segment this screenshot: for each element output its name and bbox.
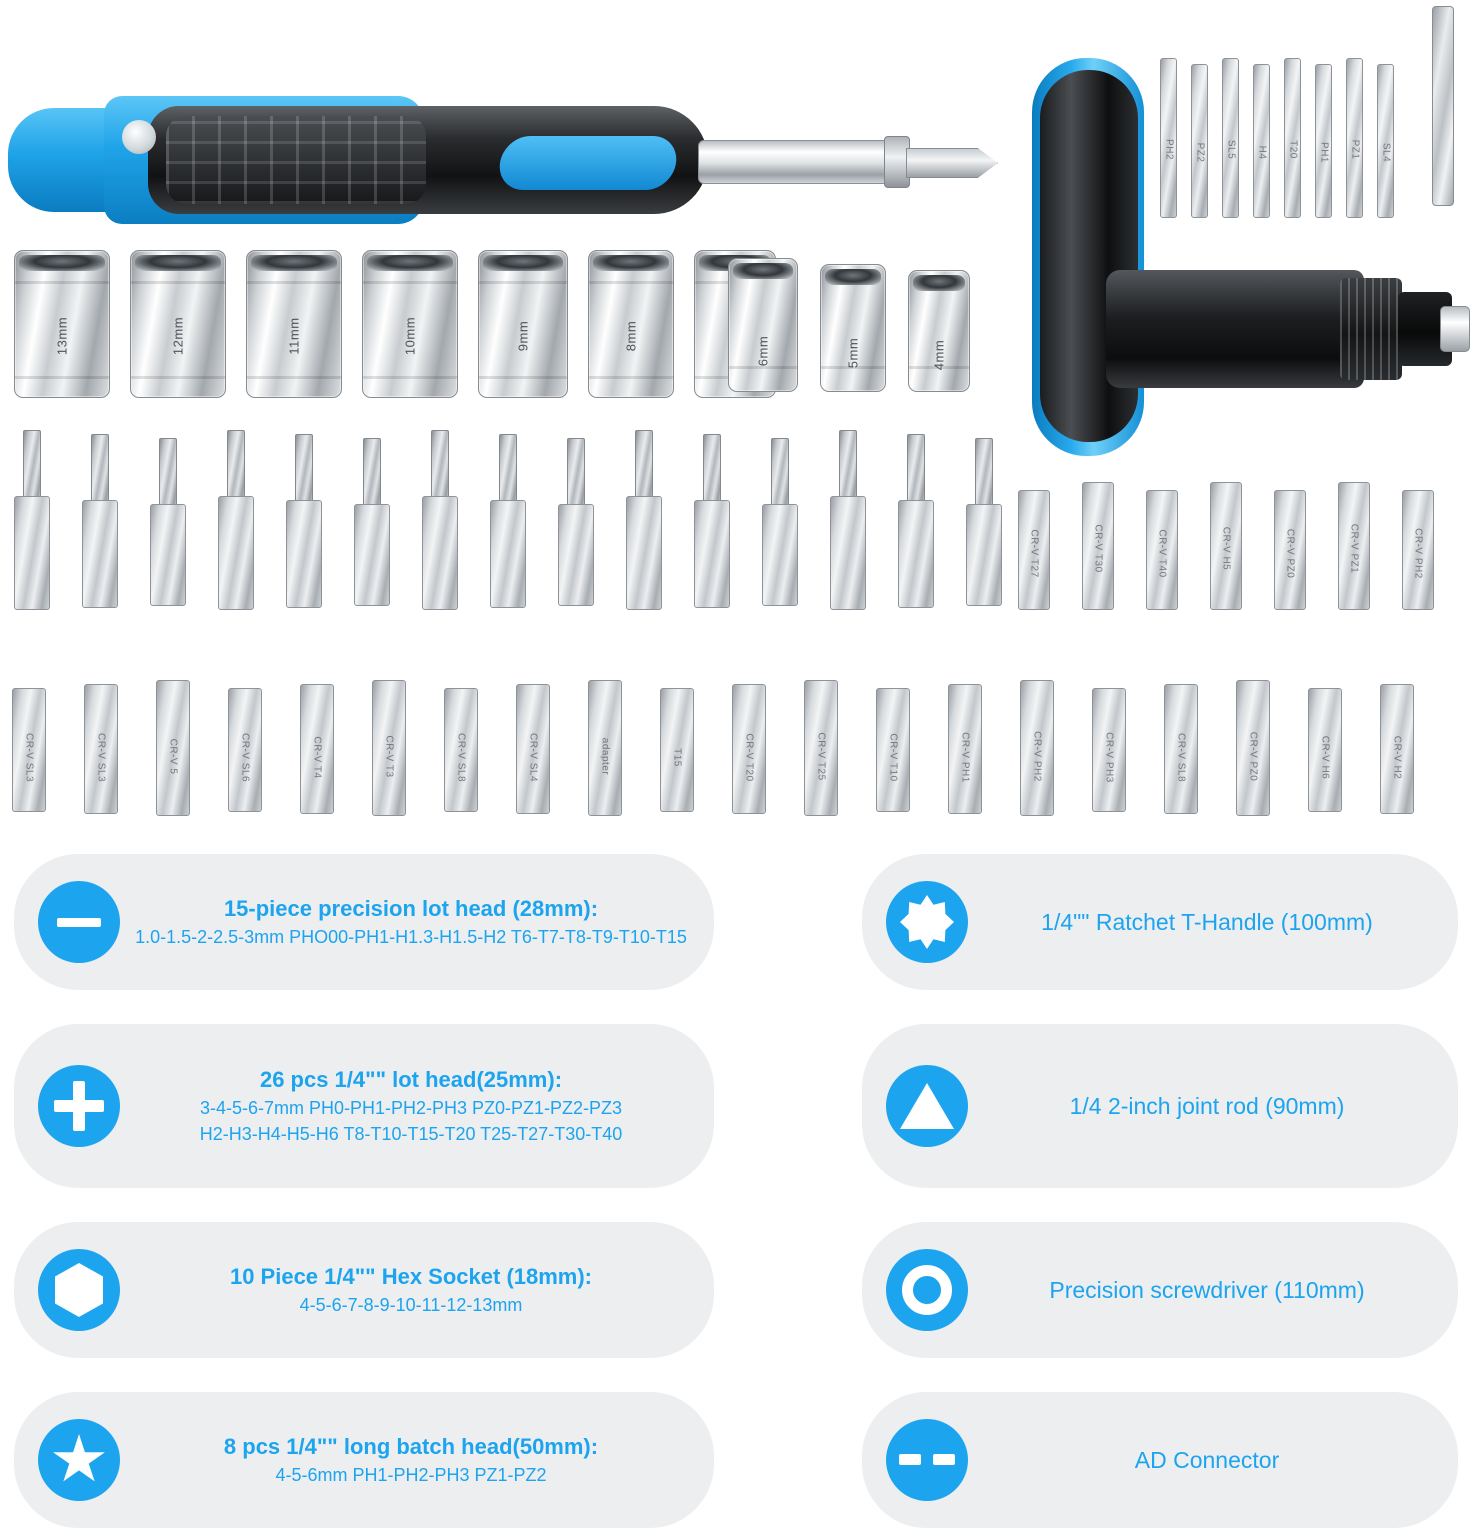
feature-card-ratchet-t-handle: [862, 854, 1458, 990]
feature-card-joint-rod: [862, 1024, 1458, 1188]
feature-detail-line2: H2-H3-H4-H5-H6 T8-T10-T15-T20 T25-T27-T30-T40: [199, 1123, 623, 1144]
precision-bit-t8: [830, 430, 866, 610]
feature-title: 15-piece precision lot head (28mm):: [223, 896, 599, 922]
bit-cr-v-sl4: CR-V SL4: [516, 684, 550, 814]
flathead-icon: [38, 881, 120, 963]
bit-t20: T20: [1284, 58, 1301, 218]
hex-socket-icon: [38, 1249, 120, 1331]
bit-cr-v-t25: CR-V T25: [804, 680, 838, 816]
feature-detail: 4-5-6mm PH1-PH2-PH3 PZ1-PZ2: [275, 1464, 547, 1485]
socket-13mm: 13mm: [14, 250, 110, 398]
short-bit-row: [0, 680, 1471, 830]
bit-cr-v-sl6: CR-V SL6: [228, 688, 262, 812]
screwdriver-bit-tip: [906, 148, 998, 178]
bit-cr-v-h6: CR-V H6: [1308, 688, 1342, 812]
bit-cr-v-sl3: CR-V SL3: [84, 684, 118, 814]
bit-cr-v-t20: CR-V T20: [732, 684, 766, 814]
socket-6mm: 6mm: [728, 258, 798, 392]
star-icon: [38, 1419, 120, 1501]
bit-cr-v-t40: CR-V T40: [1146, 490, 1178, 610]
precision-bit-ph00: [354, 438, 390, 606]
precision-bit-h1-5: [558, 438, 594, 606]
feature-card-hex-socket: [14, 1222, 714, 1358]
socket-9mm: 9mm: [478, 250, 568, 398]
precision-bit-t6: [694, 434, 730, 608]
bit-t15: T15: [660, 688, 694, 812]
bit-cr-v-pz0: CR-V PZ0: [1274, 490, 1306, 610]
feature-detail-line1: 3-4-5-6-7mm PH0-PH1-PH2-PH3 PZ0-PZ1-PZ2-PZ3: [199, 1097, 623, 1118]
feature-title: 8 pcs 1/4"" long batch head(50mm):: [223, 1434, 599, 1460]
bit-sl5: SL5: [1222, 58, 1239, 218]
socket-4mm: 4mm: [908, 270, 970, 392]
socket-8mm: 8mm: [588, 250, 674, 398]
t-handle-knurl: [1340, 278, 1402, 380]
bit-cr-v-t3: CR-V T3: [372, 680, 406, 816]
bit-cr-v-ph1: CR-V PH1: [948, 684, 982, 814]
screwdriver-grip-texture: [166, 116, 426, 204]
bit-cr-v-5: CR-V 5: [156, 680, 190, 816]
bit-ph2: PH2: [1160, 58, 1177, 218]
precision-bit-1-5: [82, 434, 118, 608]
bit-cr-v-h5: CR-V H5: [1210, 482, 1242, 610]
extension-bar: [1432, 6, 1454, 206]
precision-bit-3mm: [286, 434, 322, 608]
feature-card-lot-head-26: [14, 1024, 714, 1188]
t-handle-bit-holder: [1440, 306, 1470, 352]
feature-title: AD Connector: [1134, 1446, 1280, 1473]
feature-title: 26 pcs 1/4"" lot head(25mm):: [259, 1067, 563, 1093]
precision-bit-h2: [626, 430, 662, 610]
torx-icon: [886, 881, 968, 963]
bit-cr-v-t4: CR-V T4: [300, 684, 334, 814]
socket-11mm: 11mm: [246, 250, 342, 398]
bit-cr-v-t30: CR-V T30: [1082, 482, 1114, 610]
precision-bit-t10: [966, 438, 1002, 606]
precision-bit-2: [150, 438, 186, 606]
t-handle-shaft-grip: [1106, 270, 1364, 388]
feature-card-precision-screwdriver: [862, 1222, 1458, 1358]
ring-icon: [886, 1249, 968, 1331]
phillips-icon: [38, 1065, 120, 1147]
feature-title: 1/4"" Ratchet T-Handle (100mm): [1041, 908, 1373, 935]
main-screwdriver: [8, 52, 1018, 212]
bit-cr-v-sl3: CR-V SL3: [12, 688, 46, 812]
feature-card-grid: [0, 848, 1471, 1500]
bit-cr-v-sl8: CR-V SL8: [444, 688, 478, 812]
feature-card-ad-connector: [862, 1392, 1458, 1528]
feature-title: 10 Piece 1/4"" Hex Socket (18mm):: [229, 1264, 593, 1290]
feature-card-precision-lot-head: [14, 854, 714, 990]
precision-bit-h1-3: [490, 434, 526, 608]
bit-cr-v-t27: CR-V T27: [1018, 490, 1050, 610]
bit-adapter: adapter: [588, 680, 622, 816]
socket-5mm: 5mm: [820, 264, 886, 392]
bit-cr-v-pz1: CR-V PZ1: [1338, 482, 1370, 610]
bit-sl4: SL4: [1377, 64, 1394, 218]
bit-cr-v-sl8: CR-V SL8: [1164, 684, 1198, 814]
bit-cr-v-ph3: CR-V PH3: [1092, 688, 1126, 812]
screwdriver-hang-hole: [122, 120, 156, 154]
feature-card-long-batch-head: [14, 1392, 714, 1528]
bit-pz2: PZ2: [1191, 64, 1208, 218]
bit-cr-v-ph2: CR-V PH2: [1402, 490, 1434, 610]
socket-12mm: 12mm: [130, 250, 226, 398]
precision-bit-1-0: [14, 430, 50, 610]
feature-title: Precision screwdriver (110mm): [1049, 1276, 1365, 1303]
bit-cr-v-t10: CR-V T10: [876, 688, 910, 812]
top-bit-strip: [1160, 48, 1410, 228]
feature-detail: 1.0-1.5-2-2.5-3mm PHO00-PH1-H1.3-H1.5-H2 T6-T7-T8-T9-T10-T15: [135, 926, 687, 947]
feature-title: 1/4 2-inch joint rod (90mm): [1069, 1092, 1345, 1119]
bit-h4: H4: [1253, 64, 1270, 218]
feature-detail: 4-5-6-7-8-9-10-11-12-13mm: [299, 1294, 523, 1315]
bit-ph1: PH1: [1315, 64, 1332, 218]
screwdriver-thumb-pad: [496, 136, 680, 190]
precision-bit-ph1: [422, 430, 458, 610]
socket-10mm: 10mm: [362, 250, 458, 398]
bit-cr-v-ph2: CR-V PH2: [1020, 680, 1054, 816]
precision-bit-t7: [762, 438, 798, 606]
socket-row: [0, 240, 1000, 400]
ad-connector-icon: [886, 1419, 968, 1501]
precision-bit-row: [0, 420, 1010, 620]
triangle-icon: [886, 1065, 968, 1147]
bit-cr-v-pz0: CR-V PZ0: [1236, 680, 1270, 816]
precision-bit-t9: [898, 434, 934, 608]
bit-pz1: PZ1: [1346, 58, 1363, 218]
long-bit-row: [1010, 480, 1470, 620]
screwdriver-shaft: [698, 140, 908, 184]
precision-bit-2-5: [218, 430, 254, 610]
bit-cr-v-h2: CR-V H2: [1380, 684, 1414, 814]
